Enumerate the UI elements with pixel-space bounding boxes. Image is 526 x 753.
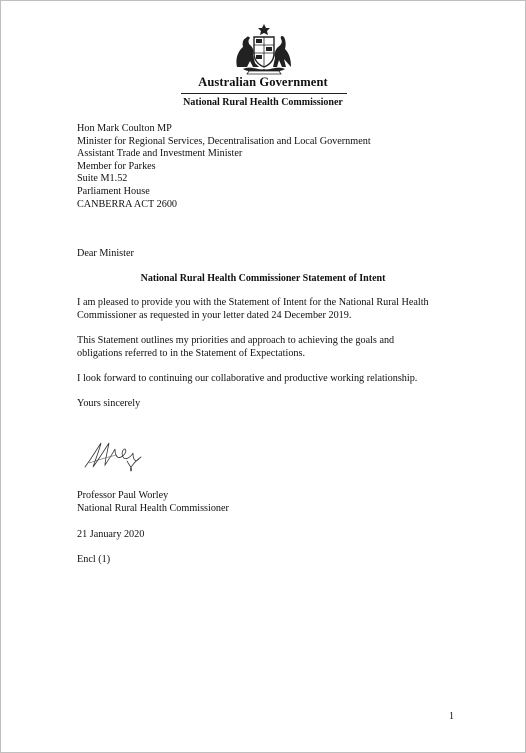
- paragraph-1: [77, 297, 429, 322]
- address-line: CANBERRA ACT 2600: [77, 198, 178, 210]
- signatory-title: National Rural Health Commissioner: [77, 502, 229, 514]
- salutation: Dear Minister: [77, 248, 134, 259]
- address-line: Parliament House: [77, 185, 150, 197]
- paragraph-line: obligations referred to in the Statement of Expectations.: [77, 347, 306, 359]
- address-line: Member for Parkes: [77, 160, 156, 172]
- paragraph-2: [77, 335, 394, 360]
- paragraph-line: I am pleased to provide you with the Statement of Intent for the National Rural Health: [77, 297, 429, 308]
- letter-subject: National Rural Health Commissioner Statement of Intent: [140, 273, 386, 284]
- signatory-name: Professor Paul Worley: [77, 490, 169, 501]
- closing: Yours sincerely: [77, 398, 141, 409]
- paragraph-line: This Statement outlines my priorities and approach to achieving the goals and: [77, 335, 395, 346]
- address-line: Minister for Regional Services, Decentralisation and Local Government: [77, 135, 371, 147]
- letter-date: 21 January 2020: [77, 529, 145, 540]
- paragraph-line: Commissioner as requested in your letter dated 24 December 2019.: [77, 309, 352, 321]
- page-number: 1: [449, 711, 454, 722]
- signature-icon: [81, 437, 151, 473]
- address-line: Suite M1.52: [77, 173, 128, 185]
- enclosure-note: Encl (1): [77, 554, 111, 565]
- coat-of-arms-icon: [229, 23, 299, 75]
- government-name: Australian Government: [198, 75, 328, 89]
- address-line: Assistant Trade and Investment Minister: [77, 148, 243, 160]
- paragraph-3: I look forward to continuing our collaborative and productive working relationship.: [77, 373, 418, 384]
- unit-name: National Rural Health Commissioner: [183, 97, 343, 108]
- recipient-address: [77, 123, 371, 211]
- address-line: Hon Mark Coulton MP: [77, 123, 172, 134]
- signatory-block: [77, 490, 229, 515]
- header-rule: [181, 93, 347, 94]
